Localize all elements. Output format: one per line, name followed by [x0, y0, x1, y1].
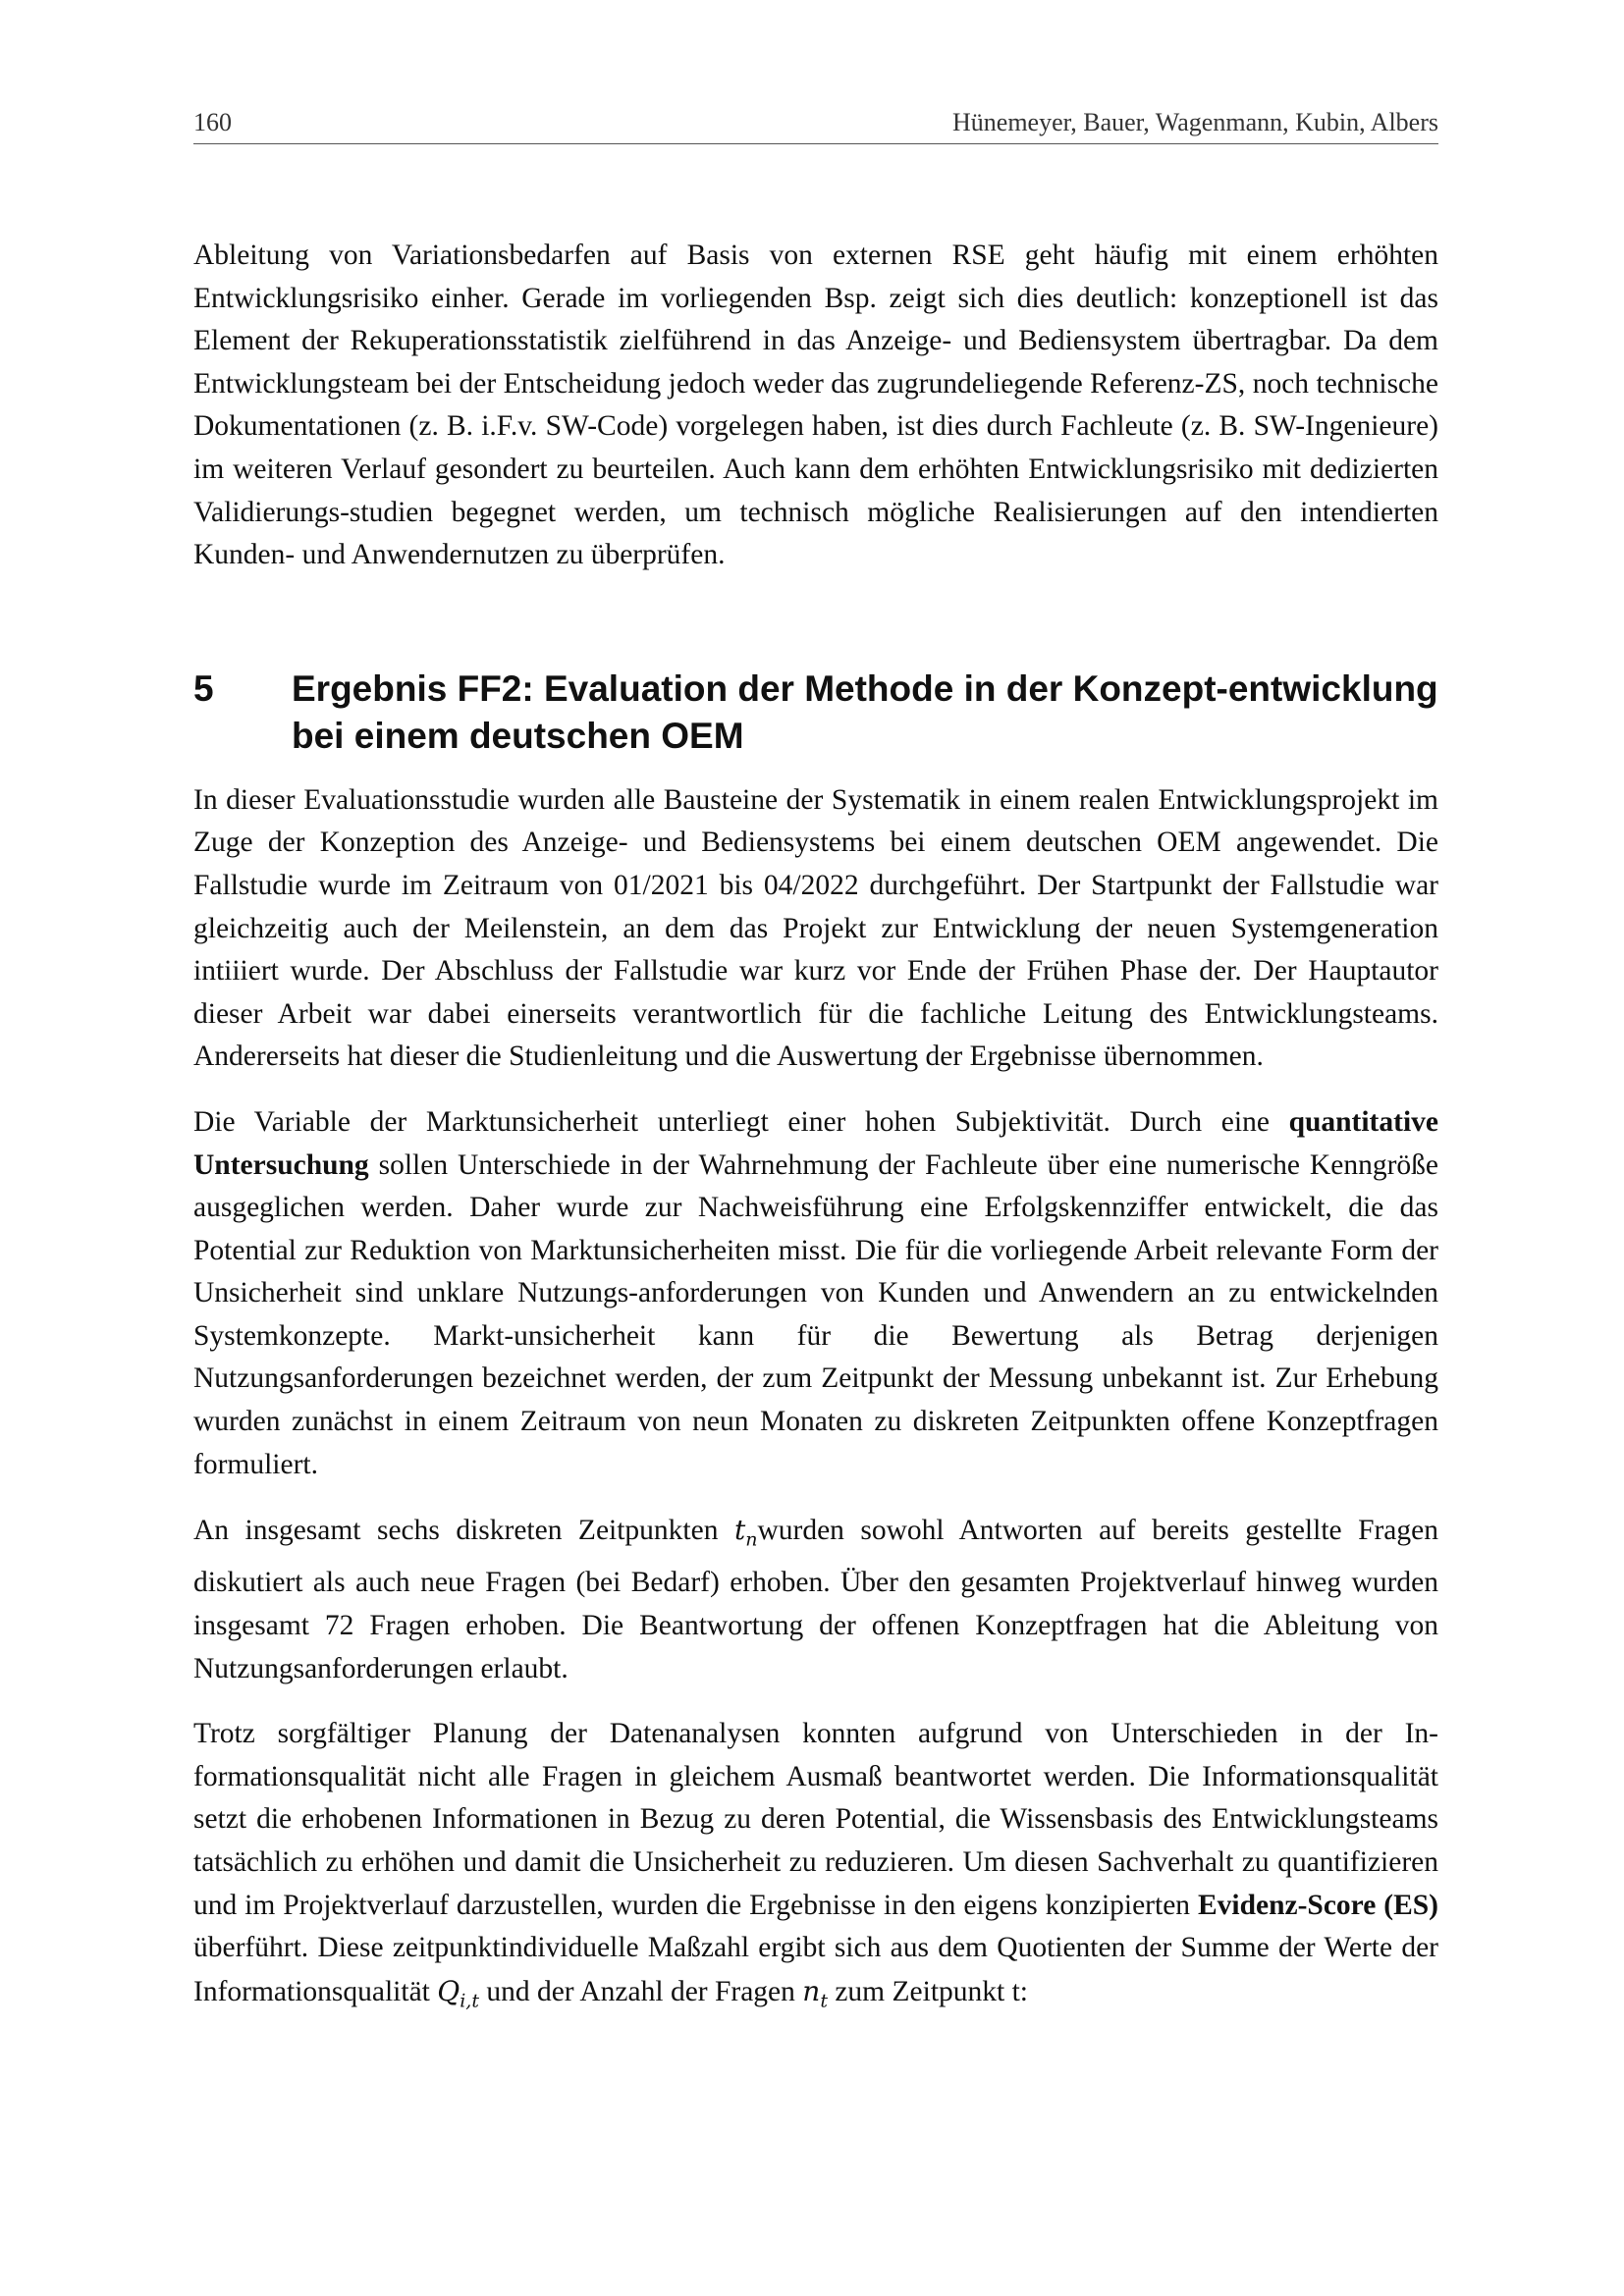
math-q-it [437, 1974, 479, 2012]
paragraph-5-text-b: überführt. Diese zeitpunktindividuelle Maßzahl ergibt sich aus dem Quotienten der Summe der Werte der Informationsqualität [193, 1932, 1438, 2007]
math-t-var: t [733, 1514, 746, 1547]
math-t-sub: n [745, 1528, 758, 1551]
document-page [193, 106, 1438, 2023]
math-t-n [733, 1514, 758, 1551]
paragraph-3-text-a: Die Variable der Marktunsicherheit unterliegt einer hohen Subjektivität. Durch eine [193, 1105, 1289, 1138]
paragraph-4-text-b: wurden sowohl Antworten auf bereits gestellte Fragen diskutiert als auch neue Fragen (bei Bedarf) erhoben. Über den gesamten Projektverlauf hinweg wurden insgesamt 72 Fragen erhoben. Die Beantwortung der offenen Konzeptfragen hat die Ableitung von Nutzungsanforderungen erlaubt. [193, 1515, 1438, 1684]
math-q-var: Q [437, 1974, 460, 2007]
paragraph-5-bold-term: Evidenz-Score (ES) [1197, 1889, 1438, 1921]
paragraph-3-text-b: sollen Unterschiede in der Wahrnehmung der Fachleute über eine numerische Kenngröße ausgeglichen werden. Daher wurde zur Nachweisführung eine Erfolgskennziffer entwickelt, die das Potential zur Reduktion von Marktunsicherheiten misst. Die für die vorliegende Arbeit relevante Form der Unsicherheit sind unklare Nutzungs-anforderungen von Kunden und Anwendern an zu entwickelnden Systemkonzepte. Markt-unsicherheit kann für die Bewertung als Betrag derjenigen Nutzungsanforderungen bezeichnet werden, der zum Zeitpunkt der Messung unbekannt ist. Zur Erhebung wurden zunächst in einem Zeitraum von neun Monaten zu diskreten Zeitpunkten offene Konzeptfragen formuliert. [193, 1148, 1438, 1480]
section-title: Ergebnis FF2: Evaluation der Methode in der Konzept-entwicklung bei einem deutschen OEM [292, 667, 1438, 756]
paragraph-5 [193, 1713, 1438, 2023]
math-n-sub: t [820, 1990, 828, 2012]
header-authors: Hünemeyer, Bauer, Wagenmann, Kubin, Albers [952, 108, 1438, 136]
paragraph-5-text-d: zum Zeitpunkt t: [827, 1975, 1028, 2007]
paragraph-2: In dieser Evaluationsstudie wurden alle Bausteine der Systematik in einem realen Entwicklungsprojekt im Zuge der Konzeption des Anzeige- und Bediensystems bei einem deutschen OEM angewendet. Die Fallstudie wurde im Zeitraum von 01/2021 bis 04/2022 durchgeführt. Der Startpunkt der Fallstudie war gleichzeitig auch der Meilenstein, an dem das Projekt zur Entwicklung der neuen Systemgeneration intiiiert wurde. Der Abschluss der Fallstudie war kurz vor Ende der Frühen Phase der. Der Hauptautor dieser Arbeit war dabei einerseits verantwortlich für die fachliche Leitung des Entwicklungsteams. Andererseits hat dieser die Studienleitung und die Auswertung der Ergebnisse übernommen. [193, 783, 1438, 1073]
paragraph-5-text-c: und der Anzahl der Fragen [478, 1975, 803, 2007]
section-number: 5 [193, 667, 214, 709]
math-n-t [802, 1974, 828, 2012]
page-number: 160 [193, 108, 232, 136]
paragraph-3 [193, 1101, 1438, 1486]
section-heading [193, 666, 1438, 760]
paragraph-3-bold-term: quantitative Untersuchung [193, 1105, 1438, 1181]
paragraph-5-text-a: Trotz sorgfältiger Planung der Datenanalysen konnten aufgrund von Unterschieden in der Informationsqualität nicht alle Fragen in gleichem Ausmaß beantwortet werden. Die Informationsqualität setzt die erhobenen Informationen in Bezug zu deren Potential, die Wissensbasis des Entwicklungsteams tatsächlich zu erhöhen und damit die Unsicherheit zu reduzieren. Um diesen Sachverhalt zu quantifizieren und im Projektverlauf darzustellen, wurden die Ergebnisse in den eigens konzipierten [193, 1718, 1438, 1921]
paragraph-1: Ableitung von Variationsbedarfen auf Basis von externen RSE geht häufig mit einem erhöhten Entwicklungsrisiko einher. Gerade im vorliegenden Bsp. zeigt sich dies deutlich: konzeptionell ist das Element der Rekuperationsstatistik zielführend in das Anzeige- und Bediensystem übertragbar. Da dem Entwicklungsteam bei der Entscheidung jedoch weder das zugrundeliegende Referenz-ZS, noch technische Dokumentationen (z. B. i.F.v. SW-Code) vorgelegen haben, ist dies durch Fachleute (z. B. SW-Ingenieure) im weiteren Verlauf gesondert zu beurteilen. Auch kann dem erhöhten Entwicklungsrisiko mit dedizierten Validierungs-studien begegnet werden, um technisch mögliche Realisierungen auf den intendierten Kunden- und Anwendernutzen zu überprüfen. [193, 240, 1438, 571]
paragraph-4 [193, 1509, 1438, 1690]
math-q-sub: i,t [460, 1990, 479, 2012]
paragraph-4-text-a: An insgesamt sechs diskreten Zeitpunkten [193, 1515, 734, 1547]
running-header [193, 106, 1438, 144]
math-n-var: n [802, 1974, 821, 2007]
